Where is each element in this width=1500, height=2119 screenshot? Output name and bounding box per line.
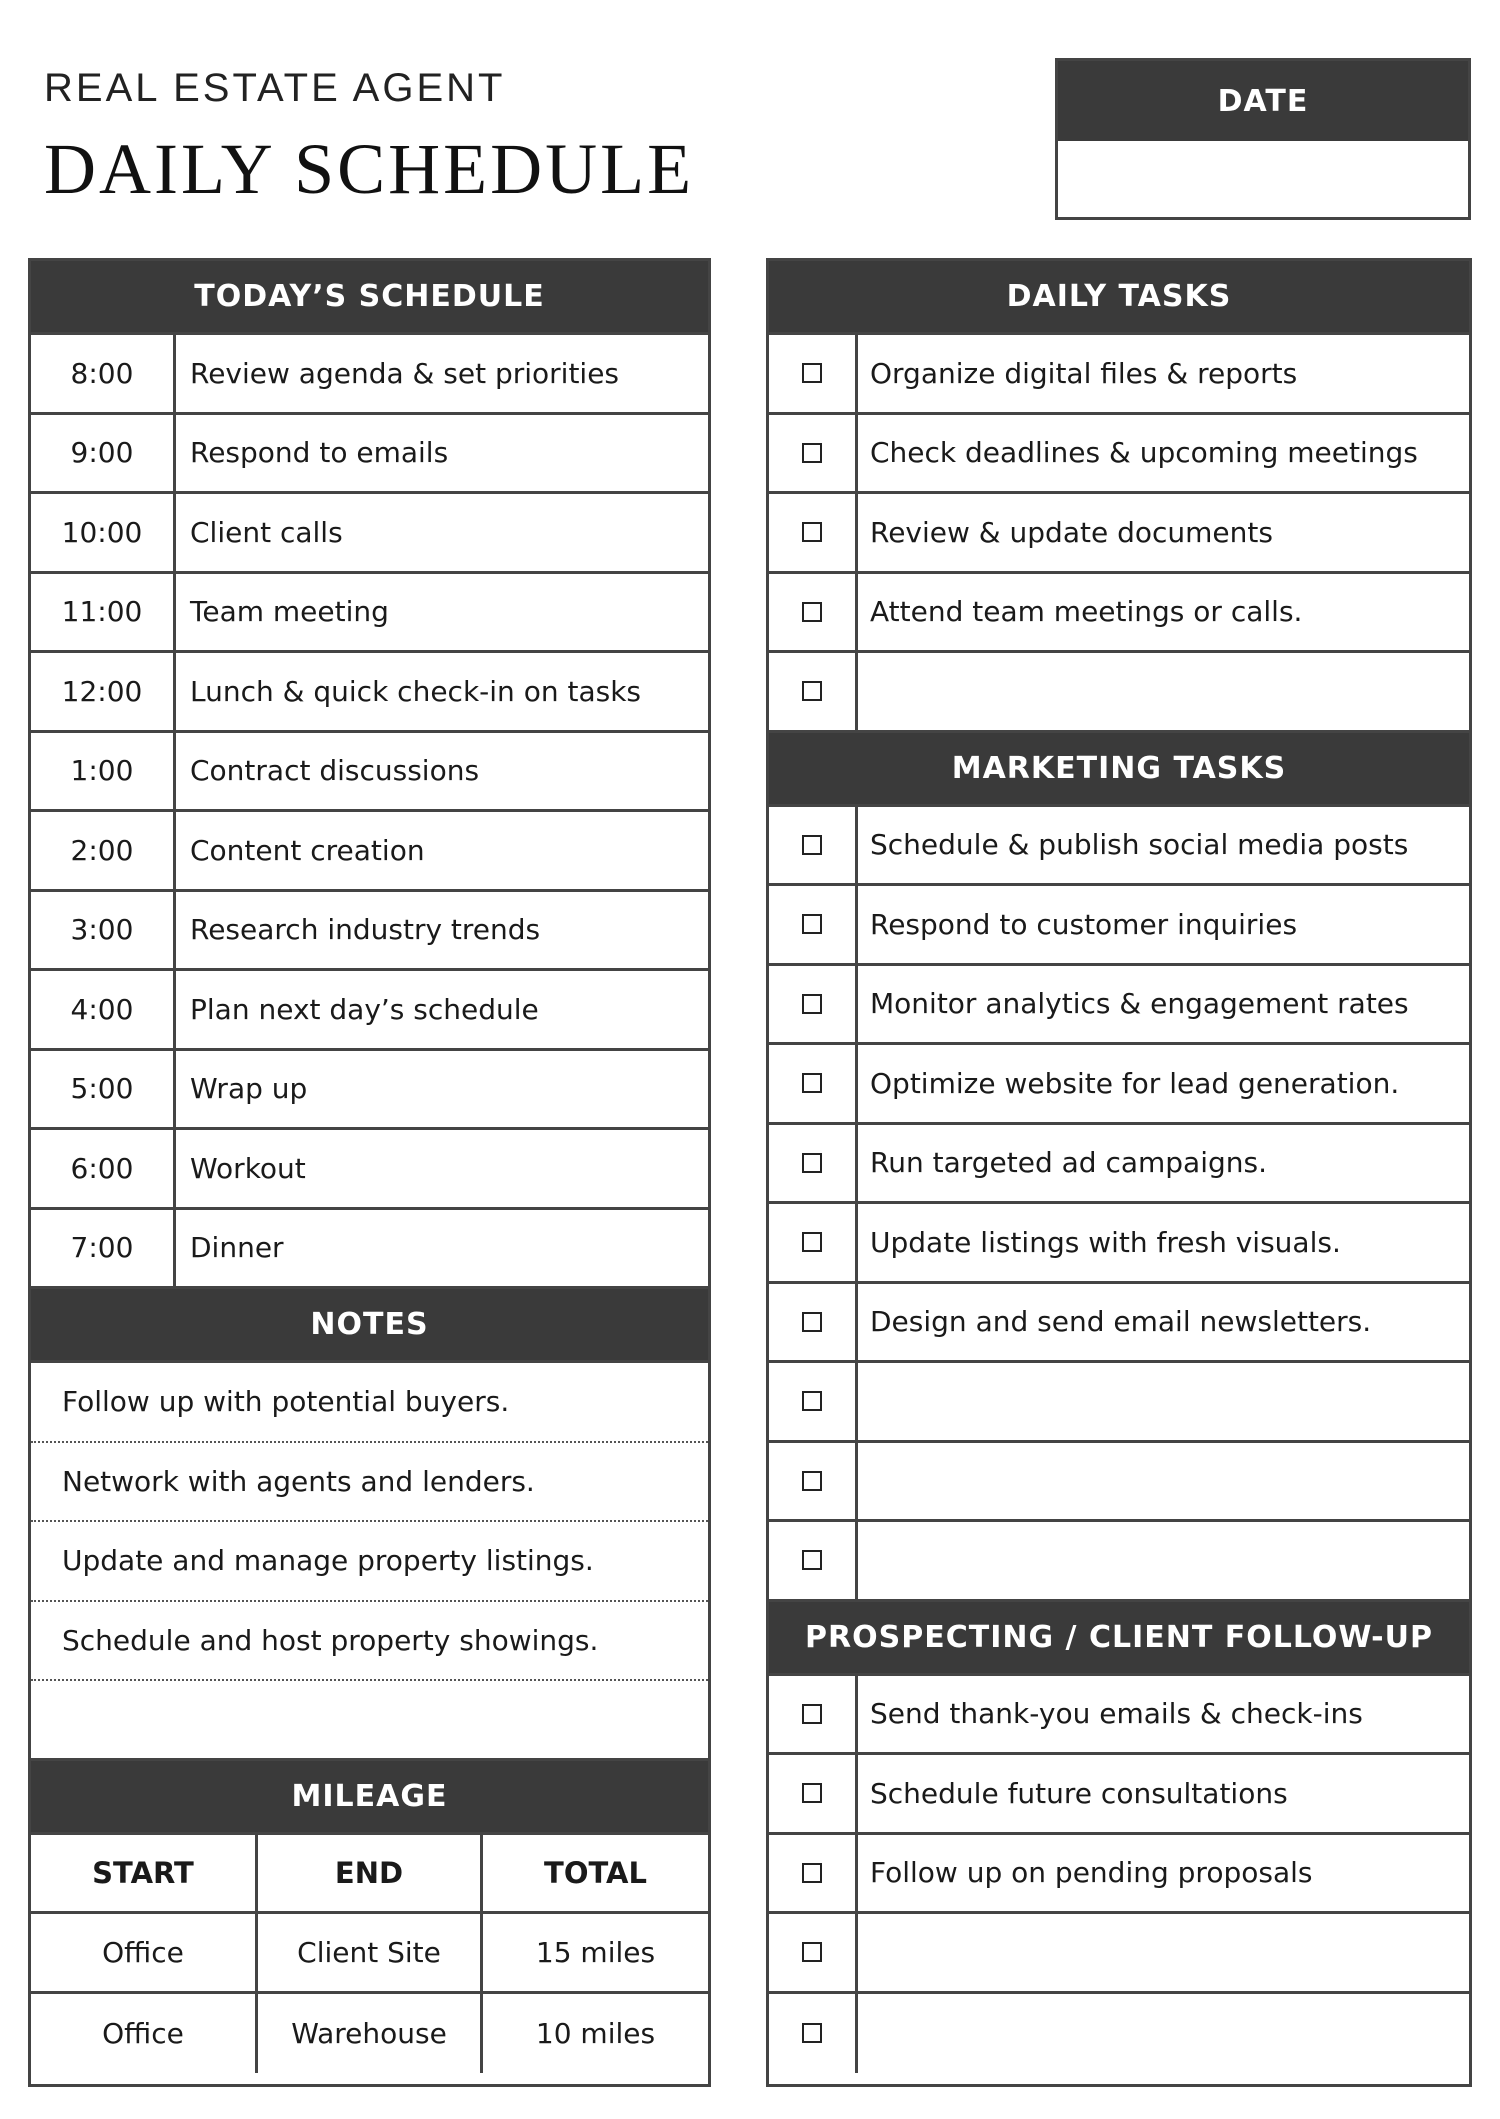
mileage-end-cell[interactable]: Client Site [258, 1914, 483, 1994]
notes-heading: NOTES [31, 1289, 708, 1363]
schedule-task[interactable]: Dinner [190, 1231, 284, 1265]
schedule-row [31, 574, 708, 654]
checkbox[interactable] [802, 1391, 822, 1411]
checkbox[interactable] [802, 522, 822, 542]
schedule-row [31, 892, 708, 972]
task-row [769, 886, 1469, 966]
schedule-task[interactable]: Research industry trends [190, 913, 541, 947]
task-row [769, 807, 1469, 887]
note-line[interactable]: Network with agents and lenders. [31, 1443, 708, 1523]
task-text[interactable] [858, 1443, 1469, 1520]
task-checkbox-cell [769, 1994, 858, 2074]
schedule-row [31, 1210, 708, 1290]
task-row [769, 1284, 1469, 1364]
checkbox[interactable] [802, 914, 822, 934]
task-row [769, 1522, 1469, 1602]
mileage-col-total: TOTAL [483, 1835, 708, 1915]
checkbox[interactable] [802, 1942, 822, 1962]
mileage-total-cell[interactable]: 15 miles [483, 1914, 708, 1994]
schedule-time: 8:00 [31, 335, 176, 412]
task-text: Schedule & publish social media posts [870, 828, 1409, 862]
prospecting-list [769, 1676, 1469, 2074]
task-checkbox-cell [769, 1125, 858, 1202]
task-row [769, 1835, 1469, 1915]
task-checkbox-cell [769, 1755, 858, 1832]
checkbox[interactable] [802, 994, 822, 1014]
checkbox[interactable] [802, 835, 822, 855]
checkbox[interactable] [802, 681, 822, 701]
checkbox[interactable] [802, 1232, 822, 1252]
schedule-time: 12:00 [31, 653, 176, 730]
checkbox[interactable] [802, 2023, 822, 2043]
task-checkbox-cell [769, 574, 858, 651]
schedule-task[interactable]: Review agenda & set priorities [190, 356, 620, 390]
prospecting-heading: PROSPECTING / CLIENT FOLLOW-UP [769, 1602, 1469, 1676]
task-checkbox-cell [769, 1363, 858, 1440]
schedule-task[interactable]: Workout [190, 1151, 306, 1185]
schedule-time: 9:00 [31, 415, 176, 492]
schedule-task[interactable]: Respond to emails [190, 436, 449, 470]
task-checkbox-cell [769, 494, 858, 571]
task-row [769, 494, 1469, 574]
task-text[interactable] [858, 1994, 1469, 2074]
schedule-task[interactable]: Content creation [190, 833, 425, 867]
task-row [769, 1676, 1469, 1756]
task-text: Run targeted ad campaigns. [870, 1146, 1268, 1180]
left-panel [28, 258, 711, 2087]
task-checkbox-cell [769, 1676, 858, 1753]
task-text: Check deadlines & upcoming meetings [870, 436, 1418, 470]
task-checkbox-cell [769, 1835, 858, 1912]
checkbox[interactable] [802, 1704, 822, 1724]
schedule-task[interactable]: Plan next day’s schedule [190, 992, 539, 1026]
task-text[interactable] [858, 1363, 1469, 1440]
mileage-heading: MILEAGE [31, 1761, 708, 1835]
note-line[interactable]: Update and manage property listings. [31, 1522, 708, 1602]
right-panel [766, 258, 1472, 2087]
task-text: Update listings with fresh visuals. [870, 1225, 1341, 1259]
checkbox[interactable] [802, 363, 822, 383]
checkbox[interactable] [802, 602, 822, 622]
task-text: Organize digital files & reports [870, 356, 1298, 390]
schedule-time: 2:00 [31, 812, 176, 889]
task-text[interactable] [858, 1914, 1469, 1991]
mileage-table [31, 1835, 708, 2074]
task-checkbox-cell [769, 653, 858, 730]
task-checkbox-cell [769, 807, 858, 884]
task-text: Optimize website for lead generation. [870, 1066, 1400, 1100]
note-line[interactable]: Schedule and host property showings. [31, 1602, 708, 1682]
task-text[interactable] [858, 653, 1469, 730]
schedule-time: 10:00 [31, 494, 176, 571]
task-checkbox-cell [769, 966, 858, 1043]
schedule-time: 6:00 [31, 1130, 176, 1207]
task-checkbox-cell [769, 1914, 858, 1991]
task-checkbox-cell [769, 1284, 858, 1361]
task-row [769, 1125, 1469, 1205]
checkbox[interactable] [802, 1471, 822, 1491]
mileage-total-cell[interactable]: 10 miles [535, 2016, 656, 2050]
schedule-time: 5:00 [31, 1051, 176, 1128]
task-row [769, 1204, 1469, 1284]
schedule-task[interactable]: Team meeting [190, 595, 389, 629]
daily-tasks-list [769, 335, 1469, 733]
task-row [769, 335, 1469, 415]
mileage-start-cell[interactable]: Office [31, 1914, 258, 1994]
task-text: Attend team meetings or calls. [870, 595, 1303, 629]
schedule-row [31, 1051, 708, 1131]
task-checkbox-cell [769, 335, 858, 412]
mileage-end-cell[interactable]: Warehouse [258, 1994, 483, 2074]
task-row [769, 1363, 1469, 1443]
date-field[interactable] [1058, 141, 1468, 217]
note-line[interactable]: Follow up with potential buyers. [31, 1363, 708, 1443]
schedule-task[interactable]: Client calls [190, 515, 343, 549]
task-checkbox-cell [769, 415, 858, 492]
task-text: Design and send email newsletters. [870, 1305, 1372, 1339]
page-subtitle: REAL ESTATE AGENT [44, 66, 506, 110]
schedule-task[interactable]: Lunch & quick check-in on tasks [190, 674, 641, 708]
task-checkbox-cell [769, 1443, 858, 1520]
mileage-start-cell[interactable]: Office [31, 1994, 258, 2074]
marketing-tasks-list [769, 807, 1469, 1602]
task-checkbox-cell [769, 1045, 858, 1122]
daily-tasks-heading: DAILY TASKS [769, 261, 1469, 335]
task-row [769, 1443, 1469, 1523]
task-row [769, 966, 1469, 1046]
task-text: Send thank-you emails & check-ins [870, 1697, 1363, 1731]
checkbox[interactable] [802, 1550, 822, 1570]
schedule-time: 1:00 [31, 733, 176, 810]
checkbox[interactable] [802, 1312, 822, 1332]
mileage-col-end: END [258, 1835, 483, 1915]
schedule-heading: TODAY’S SCHEDULE [31, 261, 708, 335]
task-text: Monitor analytics & engagement rates [870, 987, 1409, 1021]
task-row [769, 1914, 1469, 1994]
checkbox[interactable] [802, 1863, 822, 1883]
task-row [769, 1045, 1469, 1125]
task-text[interactable] [858, 1522, 1469, 1599]
task-text: Respond to customer inquiries [870, 907, 1298, 941]
date-box [1055, 58, 1471, 220]
mileage-col-start: START [31, 1835, 258, 1915]
schedule-row [31, 653, 708, 733]
schedule-row [31, 415, 708, 495]
checkbox[interactable] [802, 1153, 822, 1173]
task-row [769, 574, 1469, 654]
task-text: Review & update documents [870, 515, 1273, 549]
marketing-tasks-heading: MARKETING TASKS [769, 733, 1469, 807]
schedule-time: 3:00 [31, 892, 176, 969]
schedule-task[interactable]: Wrap up [190, 1072, 308, 1106]
schedule-task[interactable]: Contract discussions [190, 754, 480, 788]
schedule-time: 4:00 [31, 971, 176, 1048]
date-label: DATE [1058, 61, 1468, 141]
task-row [769, 415, 1469, 495]
task-checkbox-cell [769, 1204, 858, 1281]
notes-list [31, 1363, 708, 1761]
schedule-row [31, 733, 708, 813]
task-row [769, 1755, 1469, 1835]
checkbox[interactable] [802, 443, 822, 463]
schedule-row [31, 971, 708, 1051]
schedule-time: 7:00 [31, 1210, 176, 1287]
schedule-row [31, 1130, 708, 1210]
schedule-row [31, 335, 708, 415]
task-row [769, 653, 1469, 733]
schedule-time: 11:00 [31, 574, 176, 651]
schedule-list [31, 335, 708, 1289]
schedule-row [31, 494, 708, 574]
task-checkbox-cell [769, 1522, 858, 1599]
page-title: DAILY SCHEDULE [44, 129, 695, 209]
schedule-row [31, 812, 708, 892]
checkbox[interactable] [802, 1073, 822, 1093]
task-checkbox-cell [769, 886, 858, 963]
task-row [769, 1994, 1469, 2074]
task-text: Follow up on pending proposals [870, 1856, 1313, 1890]
note-line[interactable] [31, 1681, 708, 1761]
checkbox[interactable] [802, 1783, 822, 1803]
task-text: Schedule future consultations [870, 1776, 1288, 1810]
